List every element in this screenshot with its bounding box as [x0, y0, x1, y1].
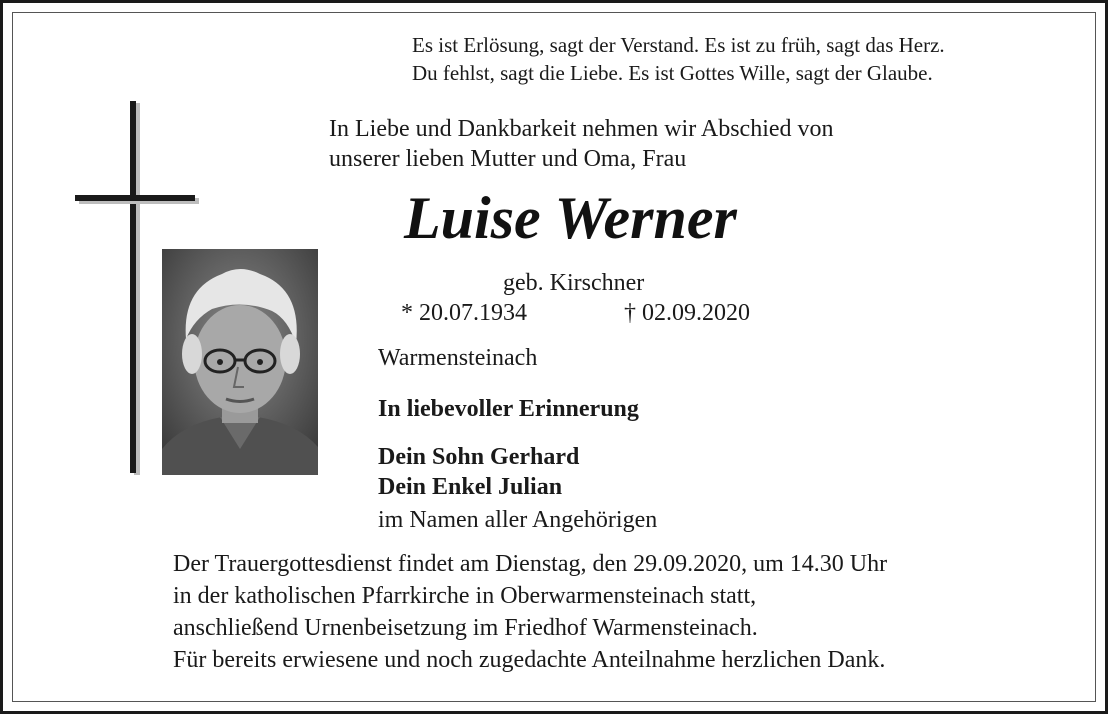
- intro-line-2: unserer lieben Mutter und Oma, Frau: [329, 146, 687, 172]
- mourners-note: im Namen aller Angehörigen: [378, 507, 658, 533]
- service-line-2: in der katholischen Pfarrkirche in Oberwarmensteinach statt,: [173, 583, 757, 609]
- mourner-grandson: Dein Enkel Julian: [378, 474, 563, 500]
- mourner-son: Dein Sohn Gerhard: [378, 444, 580, 470]
- deceased-name: Luise Werner: [404, 185, 737, 251]
- cross-icon: [130, 101, 136, 473]
- service-line-4: Für bereits erwiesene und noch zugedachte Anteilnahme herzlichen Dank.: [173, 647, 886, 673]
- service-line-1: Der Trauergottesdienst findet am Dienstag, den 29.09.2020, um 14.30 Uhr: [173, 551, 888, 577]
- memory-line: In liebevoller Erinnerung: [378, 396, 639, 422]
- portrait-photo: [162, 249, 318, 475]
- intro-line-1: In Liebe und Dankbarkeit nehmen wir Abschied von: [329, 116, 834, 142]
- birth-date: * 20.07.1934: [401, 300, 527, 326]
- verse-line-2: Du fehlst, sagt die Liebe. Es ist Gottes Wille, sagt der Glaube.: [412, 61, 933, 85]
- verse-line-1: Es ist Erlösung, sagt der Verstand. Es ist zu früh, sagt das Herz.: [412, 33, 945, 57]
- birth-name: geb. Kirschner: [503, 270, 645, 296]
- service-line-3: anschließend Urnenbeisetzung im Friedhof Warmensteinach.: [173, 615, 758, 641]
- death-date: † 02.09.2020: [624, 300, 750, 326]
- cross-icon-bar: [75, 195, 195, 201]
- place: Warmensteinach: [378, 345, 538, 371]
